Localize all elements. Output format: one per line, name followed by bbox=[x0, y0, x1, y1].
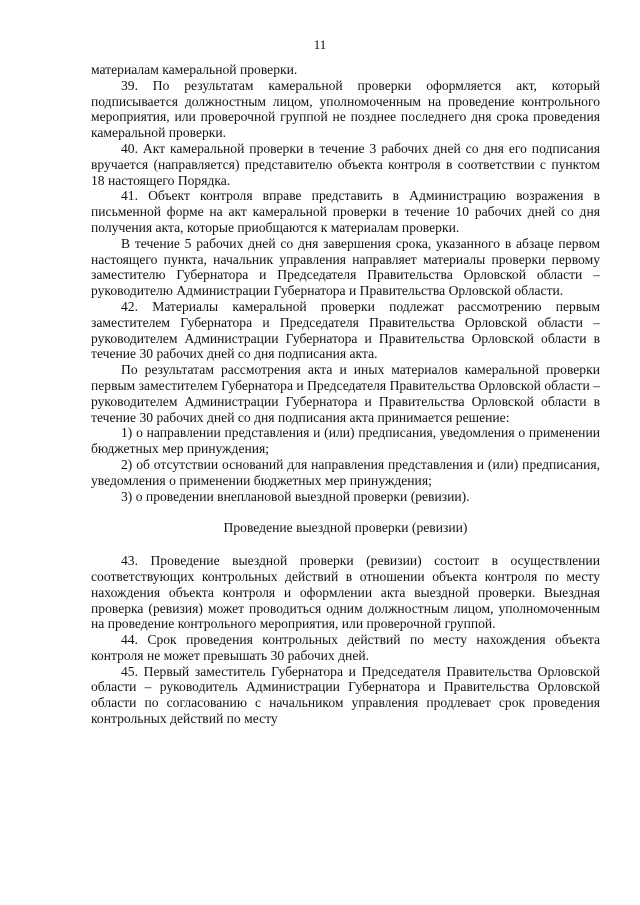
paragraph: 42. Материалы камеральной проверки подлежат рассмотрению первым заместителем Губернатора и Председателя Правительства Орловской области – руководителем Администрации Губернатора и Правительства Орловской области в течение 30 рабочих дней со дня подписания акта. bbox=[91, 298, 600, 362]
paragraph: 41. Объект контроля вправе представить в Администрацию возражения в письменной форме на акт камеральной проверки в течение 10 рабочих дней со дня получения акта, которые приобщаются к материалам проверки. bbox=[91, 188, 600, 235]
paragraph: 39. По результатам камеральной проверки оформляется акт, который подписывается должностным лицом, уполномоченным на проведение контрольного мероприятия, или проверочной группой не позднее последнего дня срока проведения камеральной проверки. bbox=[91, 77, 600, 141]
list-item: 3) о проведении внеплановой выездной проверки (ревизии). bbox=[121, 488, 470, 504]
document-body bbox=[91, 62, 600, 727]
paragraph: 40. Акт камеральной проверки в течение 3 рабочих дней со дня его подписания вручается (направляется) представителю объекта контроля в соответствии с пунктом 18 настоящего Порядка. bbox=[91, 140, 600, 188]
paragraph: 44. Срок проведения контрольных действий по месту нахождения объекта контроля не может превышать 30 рабочих дней. bbox=[91, 632, 600, 663]
page-number: 11 bbox=[313, 37, 327, 52]
list-item: 2) об отсутствии оснований для направления представления и (или) предписания, уведомления о применении бюджетных мер принуждения; bbox=[91, 456, 600, 488]
paragraph: материалам камеральной проверки. bbox=[91, 62, 298, 77]
paragraph: 43. Проведение выездной проверки (ревизии) состоит в осуществлении соответствующих контрольных действий в отношении объекта контроля по месту нахождения объекта контроля и оформлении акта выездной проверки. Выездная проверка (ревизия) может проводиться одним должностным лицом, уполномоченным на проведение контрольного мероприятия, или проверочной группой. bbox=[91, 553, 600, 632]
section-heading: Проведение выездной проверки (ревизии) bbox=[223, 520, 468, 536]
paragraph: 45. Первый заместитель Губернатора и Председателя Правительства Орловской области – руководитель Администрации Губернатора и Правительства Орловской области по согласованию с начальником управления продлевает срок проведения контрольных действий по месту bbox=[91, 663, 600, 727]
paragraph: В течение 5 рабочих дней со дня завершения срока, указанного в абзаце первом настоящего пункта, начальник управления направляет материалы проверки первому заместителю Губернатора и Председателя Правительства Орловской области – руководителю Администрации Губернатора и Правительства Орловской области. bbox=[91, 235, 600, 299]
list-item: 1) о направлении представления и (или) предписания, уведомления о применении бюджетных мер принуждения; bbox=[91, 425, 600, 457]
paragraph: По результатам рассмотрения акта и иных материалов камеральной проверки первым заместителем Губернатора и Председателя Правительства Орловской области – руководителем Администрации Губернатора и Правительства Орловской области в течение 30 рабочих дней со дня подписания акта принимается решение: bbox=[91, 362, 600, 425]
